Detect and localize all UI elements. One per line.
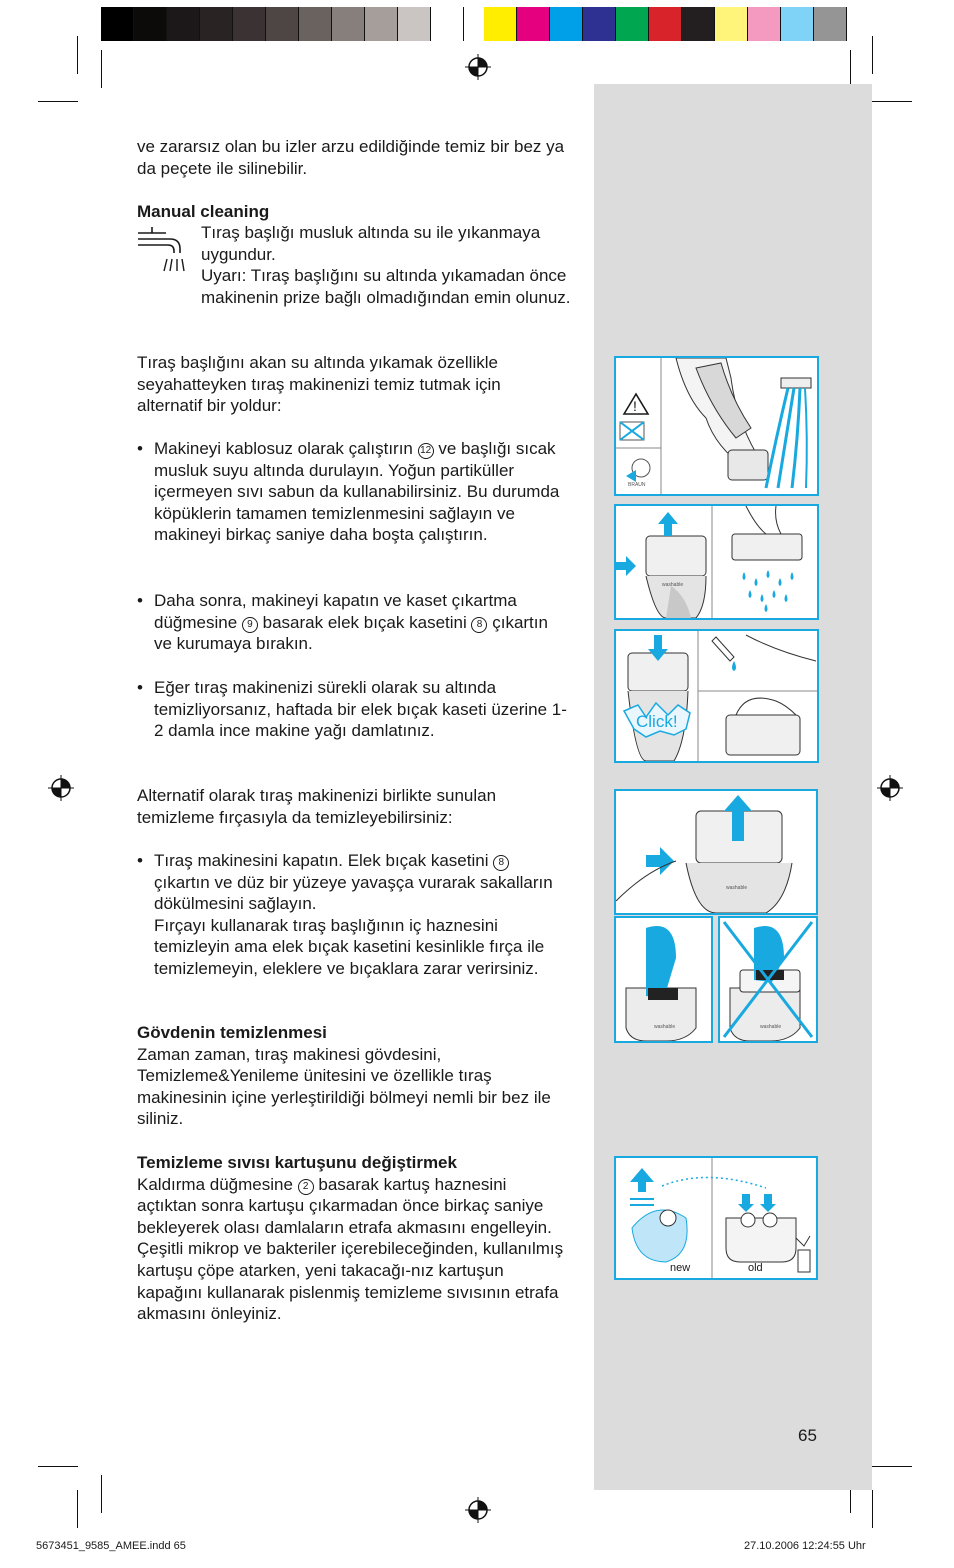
- brush-wrong-illustration: [720, 918, 816, 1041]
- manual-cleaning-heading: Manual cleaning: [137, 202, 270, 221]
- brush-intro-text: Alternatif olarak tıraş makinenizi birlikte sunulan temizleme fırçasıyla da temizleyebilirsiniz:: [137, 786, 497, 827]
- color-swatch: [299, 7, 332, 41]
- bullet-text: ve başlığı sıcak musluk suyu altında durulayın. Yoğun partiküller içermeyen sıvı sabun da kullanabilirsiniz. Bu durumda köpüklerin tamamen temizlenmesini sağlayın ve makineyi birkaç saniye daha boşta çalıştırın.: [154, 439, 560, 545]
- old-label: old: [748, 1262, 763, 1274]
- color-swatch: [431, 7, 464, 41]
- bullet-item: • Makineyi kablosuz olarak çalıştırın 12 ve başlığı sıcak musluk suyu altında durulayın. Yoğun partiküller içermeyen sıvı sabun da kullanabilirsiniz. Bu durumda köpüklerin tamamen temizlenmesini sağlayın ve makineyi birkaç saniye daha boşta çalıştırın.: [137, 439, 560, 545]
- alternative-intro: [137, 352, 567, 417]
- figure-remove-cassette: [614, 504, 819, 620]
- figure-brush-head: [614, 916, 713, 1043]
- intro-text: ve zararsız olan bu izler arzu edildiğinde temiz bir bez ya da peçete ile silinebilir.: [137, 137, 565, 178]
- bullet-text: Eğer tıraş makinenizi sürekli olarak su altında temizliyorsanız, haftada bir elek bıçak kaseti üzerine 1-2 damla ince makine yağı damlatınız.: [154, 678, 567, 741]
- reference-number: 8: [471, 617, 487, 633]
- manual-cleaning-warning: Uyarı: Tıraş başlığını su altında yıkamadan önce makinenin prize bağlı olmadığından emin olunuz.: [201, 266, 571, 307]
- color-swatch-row: [484, 7, 847, 41]
- alternative-intro-text: Tıraş başlığını akan su altında yıkamak özellikle seyahatteyken tıraş makinenizi temiz tutmak için alternatif bir yoldur:: [137, 353, 501, 416]
- crop-mark: [77, 36, 78, 74]
- crop-mark: [872, 101, 912, 102]
- color-swatch: [101, 7, 134, 41]
- remove-cassette-illustration: [616, 506, 817, 618]
- new-label: new: [670, 1262, 691, 1274]
- crop-mark: [872, 1490, 873, 1528]
- intro-paragraph: [137, 136, 567, 179]
- crop-mark: [850, 50, 851, 88]
- cartridge-text: Kaldırma düğmesine: [137, 1174, 293, 1194]
- cartridge-text-2: Çeşitli mikrop ve bakteriler içerebileceğinden, kullanılmış kartuşu çöpe atarken, yeni takacağı-nız kartuşun kapağını kullanarak pislenmiş temizleme sıvısının etrafa akmasını önleyiniz.: [137, 1239, 564, 1324]
- click-label: Click!: [636, 712, 678, 731]
- crop-mark: [101, 1475, 102, 1513]
- cartridge-heading: Temizleme sıvısı kartuşunu değiştirmek: [137, 1153, 457, 1172]
- footer-timestamp: 27.10.2006 12:24:55 Uhr: [744, 1540, 866, 1552]
- bullet-item: • Daha sonra, makineyi kapatın ve kaset çıkartma düğmesine 9 basarak elek bıçak kasetini 8 çıkartın ve kurumaya bırakın.: [137, 591, 548, 654]
- color-swatch: [167, 7, 200, 41]
- brand-label: BRAUN: [628, 482, 646, 488]
- washable-label: washable: [654, 1024, 676, 1030]
- color-swatch: [484, 7, 517, 41]
- cartridge-text: basarak kartuş haznesini açtıktan sonra kartuşu çıkarmadan önce birkaç saniye bekleyerek olası damlaların etrafa akmasını engelleyin.: [137, 1174, 552, 1237]
- registration-mark-icon: [465, 1497, 491, 1523]
- reinsert-oil-illustration: [616, 631, 817, 761]
- bullet-text: Makineyi kablosuz olarak çalıştırın: [154, 439, 413, 458]
- figure-rinse-under-tap: [614, 356, 819, 496]
- color-swatch: [332, 7, 365, 41]
- bullet-item: • Tıraş makinesini kapatın. Elek bıçak kasetini 8 çıkartın ve düz bir yüzeye yavaşça vurarak sakalların dökülmesini sağlayın. Fırçayı kullanarak tıraş başlığının iç haznesini temizleyin ama elek bıçak kasetini kesinlikle fırça ile temizlemeyin, eleklere ve bıçaklara zarar verirsiniz.: [137, 851, 553, 978]
- reference-number: 2: [298, 1179, 314, 1195]
- cartridge-replace-illustration: [616, 1158, 816, 1278]
- manual-cleaning-text-1: Tıraş başlığı musluk altında su ile yıkanmaya uygundur.: [201, 223, 541, 264]
- bullet-text: Tıraş makinesini kapatın. Elek bıçak kasetini: [154, 851, 489, 870]
- color-swatch: [682, 7, 715, 41]
- color-swatch: [814, 7, 847, 41]
- faucet-icon: [136, 225, 190, 275]
- color-swatch: [398, 7, 431, 41]
- registration-mark-icon: [465, 54, 491, 80]
- reference-number: 8: [493, 855, 509, 871]
- washable-label: washable: [662, 582, 684, 588]
- manual-cleaning-body: [201, 222, 571, 308]
- crop-mark: [38, 101, 78, 102]
- color-swatch: [200, 7, 233, 41]
- body-cleaning-heading: Gövdenin temizlenmesi: [137, 1023, 327, 1042]
- color-swatch: [616, 7, 649, 41]
- registration-mark-icon: [48, 775, 74, 801]
- figure-brush-cassette-wrong: [718, 916, 818, 1043]
- bullet-text: basarak elek bıçak kasetini: [262, 612, 467, 632]
- brush-head-illustration: [616, 918, 711, 1041]
- bullet-text: Daha sonra, makineyi kapatın ve kaset çıkartma düğmesine: [154, 591, 517, 632]
- crop-mark: [101, 50, 102, 88]
- color-swatch: [134, 7, 167, 41]
- bullet-item: • Eğer tıraş makinenizi sürekli olarak su altında temizliyorsanız, haftada bir elek bıçak kaseti üzerine 1-2 damla ince makine yağı damlatınız.: [137, 678, 567, 741]
- figure-remove-cassette-brush: [614, 789, 818, 915]
- manual-cleaning-section: [137, 201, 567, 223]
- crop-mark: [872, 1466, 912, 1467]
- color-swatch: [715, 7, 748, 41]
- color-swatch: [233, 7, 266, 41]
- color-swatch: [365, 7, 398, 41]
- body-cleaning-text: Zaman zaman, tıraş makinesi gövdesini, Temizleme&Yenileme ünitesini ve özellikle tıraş makinesinin içine yerleştirildiği bölmeyi nemli bir bez ile siliniz.: [137, 1044, 551, 1129]
- remove-cassette-brush-illustration: [616, 791, 816, 913]
- svg-text:!: !: [633, 398, 637, 414]
- color-swatch: [517, 7, 550, 41]
- reference-number: 12: [418, 443, 434, 459]
- color-swatch: [266, 7, 299, 41]
- crop-mark: [77, 1490, 78, 1528]
- figure-reinsert-and-oil: [614, 629, 819, 763]
- gray-swatch-row: [101, 7, 464, 41]
- crop-mark: [38, 1466, 78, 1467]
- registration-mark-icon: [877, 775, 903, 801]
- figure-cartridge-replace: [614, 1156, 818, 1280]
- page-number: 65: [798, 1426, 817, 1445]
- reference-number: 9: [242, 617, 258, 633]
- rinse-illustration: [616, 358, 817, 494]
- washable-label: washable: [760, 1024, 782, 1030]
- bullet-text: çıkartın ve düz bir yüzeye yavaşça vurarak sakalların dökülmesini sağlayın.: [154, 872, 553, 914]
- footer-file-info: 5673451_9585_AMEE.indd 65: [36, 1540, 186, 1552]
- color-swatch: [550, 7, 583, 41]
- color-swatch: [649, 7, 682, 41]
- color-swatch: [583, 7, 616, 41]
- color-swatch: [748, 7, 781, 41]
- bullet-text: çıkartın ve kurumaya bırakın.: [154, 612, 548, 654]
- brush-intro: [137, 785, 567, 828]
- cartridge-section: [137, 1152, 567, 1325]
- crop-mark: [872, 36, 873, 74]
- color-swatch: [781, 7, 814, 41]
- bullet-text: Fırçayı kullanarak tıraş başlığının iç haznesini temizleyin ama elek bıçak kasetini kesinlikle fırça ile temizlemeyin, eleklere ve bıçaklara zarar verirsiniz.: [154, 915, 545, 978]
- washable-label: washable: [726, 885, 748, 891]
- body-cleaning-section: [137, 1022, 567, 1130]
